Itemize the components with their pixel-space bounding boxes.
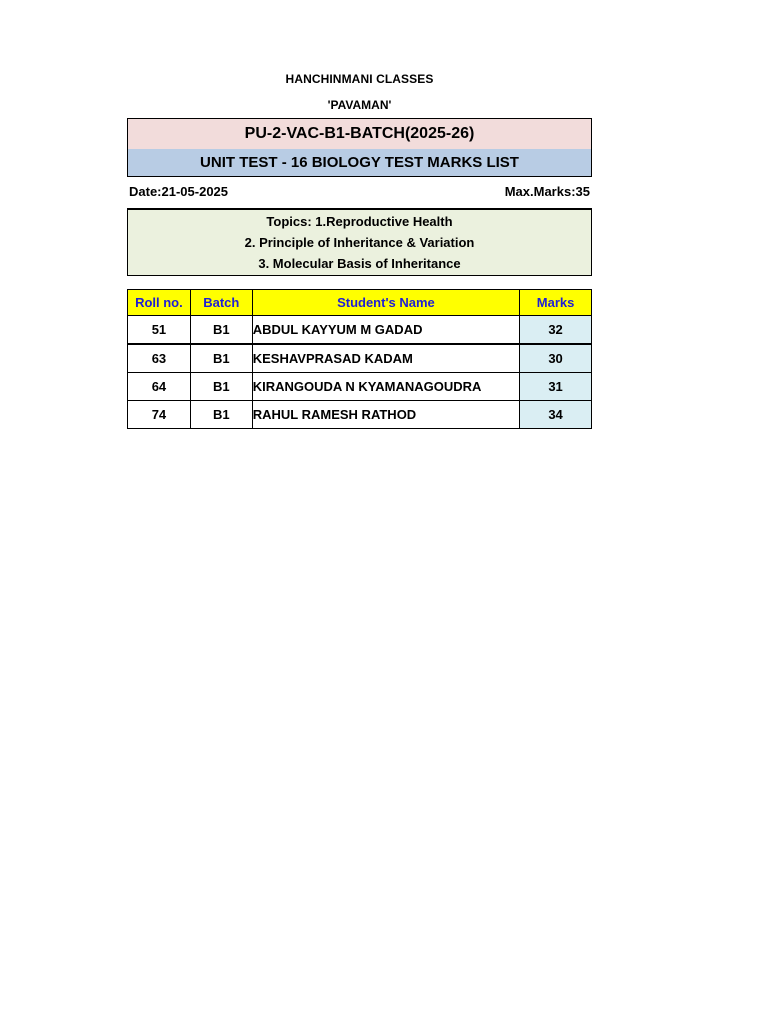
marks-cell: 31 xyxy=(520,373,592,401)
marks-cell: 32 xyxy=(520,316,592,345)
org-subtitle: 'PAVAMAN' xyxy=(327,98,392,112)
topics-box xyxy=(127,208,592,276)
marks-cell: 34 xyxy=(520,401,592,429)
max-marks: Max.Marks:35 xyxy=(504,184,590,199)
topic-line: Topics: 1.Reproductive Health xyxy=(266,214,453,229)
test-title: UNIT TEST - 16 BIOLOGY TEST MARKS LIST xyxy=(127,149,592,177)
name-cell: KIRANGOUDA N KYAMANAGOUDRA xyxy=(252,373,519,401)
org-name: HANCHINMANI CLASSES xyxy=(285,72,434,86)
marks-table xyxy=(127,289,592,429)
batch-cell: B1 xyxy=(190,401,252,429)
roll-cell: 51 xyxy=(128,316,191,345)
table-row xyxy=(128,401,592,429)
marks-cell: 30 xyxy=(520,344,592,373)
name-cell: RAHUL RAMESH RATHOD xyxy=(252,401,519,429)
roll-cell: 63 xyxy=(128,344,191,373)
topic-line: 3. Molecular Basis of Inheritance xyxy=(258,256,461,271)
batch-cell: B1 xyxy=(190,344,252,373)
table-row xyxy=(128,344,592,373)
table-header-row xyxy=(128,290,592,316)
column-header-batch: Batch xyxy=(190,290,252,316)
column-header-marks: Marks xyxy=(520,290,592,316)
batch-title: PU-2-VAC-B1-BATCH(2025-26) xyxy=(127,118,592,150)
batch-cell: B1 xyxy=(190,373,252,401)
column-header-roll: Roll no. xyxy=(128,290,191,316)
name-cell: ABDUL KAYYUM M GADAD xyxy=(252,316,519,345)
batch-cell: B1 xyxy=(190,316,252,345)
roll-cell: 64 xyxy=(128,373,191,401)
table-row xyxy=(128,373,592,401)
test-date: Date:21-05-2025 xyxy=(129,184,229,199)
table-row xyxy=(128,316,592,345)
topic-line: 2. Principle of Inheritance & Variation xyxy=(244,235,475,250)
roll-cell: 74 xyxy=(128,401,191,429)
name-cell: KESHAVPRASAD KADAM xyxy=(252,344,519,373)
column-header-name: Student's Name xyxy=(252,290,519,316)
